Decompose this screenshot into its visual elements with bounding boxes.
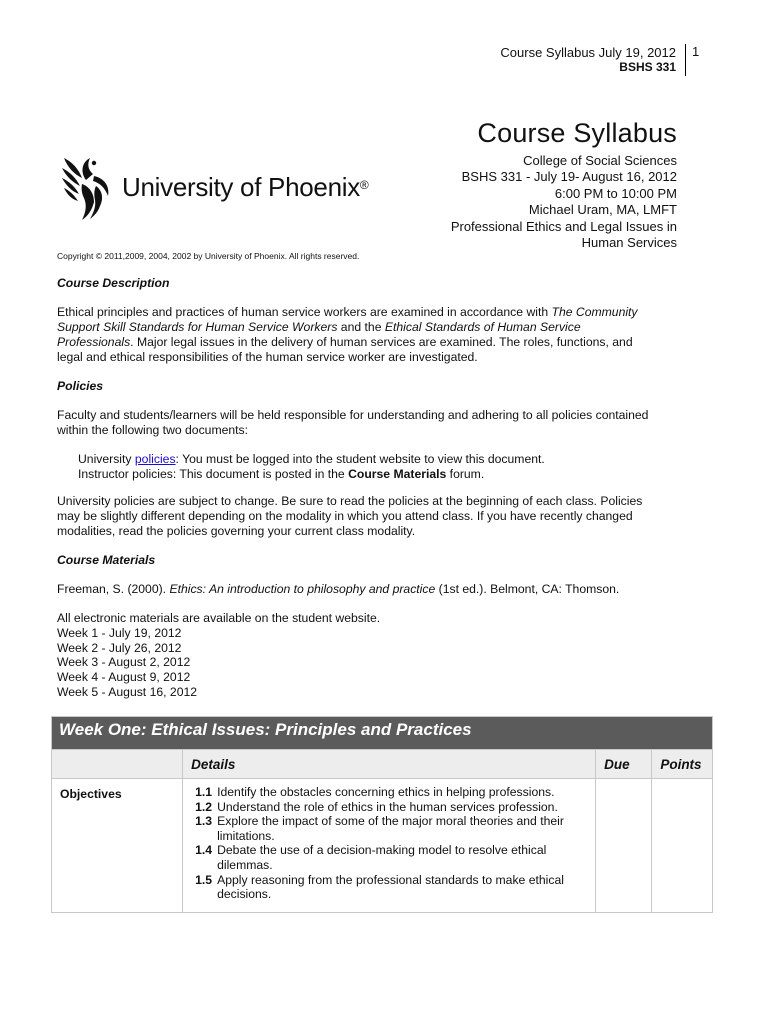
objective-item: 1.2 Understand the role of ethics in the human services profession. xyxy=(195,799,558,814)
course-name-line2: Human Services xyxy=(581,235,677,251)
week-date: Week 2 - July 26, 2012 xyxy=(57,640,182,655)
column-header-details: Details xyxy=(183,750,596,779)
main-content xyxy=(57,272,657,700)
textbook-citation: Freeman, S. (2000). Ethics: An introduction to philosophy and practice (1st ed.). Belmont, CA: Thomson. xyxy=(57,582,620,596)
policies-heading: Policies xyxy=(57,379,104,393)
week-one-title: Week One: Ethical Issues: Principles and Practices xyxy=(52,717,713,750)
electronic-materials-note: All electronic materials are available on the student website. xyxy=(57,611,381,625)
course-name-line1: Professional Ethics and Legal Issues in xyxy=(450,218,677,234)
week-date: Week 3 - August 2, 2012 xyxy=(57,655,191,670)
copyright-notice: Copyright © 2011,2009, 2004, 2002 by University of Phoenix. All rights reserved. xyxy=(57,251,360,261)
column-header-points: Points xyxy=(652,750,713,779)
course-description-heading: Course Description xyxy=(57,276,170,290)
objective-item: 1.3 Explore the impact of some of the major moral theories and their limitations. xyxy=(195,814,564,843)
table-header-row xyxy=(52,750,713,779)
week-one-table xyxy=(51,716,713,913)
logo-wordmark: University of Phoenix® xyxy=(122,172,369,202)
column-header-due: Due xyxy=(596,750,652,779)
policies-intro: Faculty and students/learners will be held responsible for understanding and adhering to all policies contained within the following two documents: xyxy=(57,408,649,437)
course-meta xyxy=(451,153,677,251)
policies-note: University policies are subject to change. Be sure to read the policies at the beginning of each class. Policies may be slightly different depending on the modality in which you attend class. If you have recently changed modalities, read the policies governing your current class modality. xyxy=(57,494,643,538)
running-header xyxy=(500,45,676,75)
course-time: 6:00 PM to 10:00 PM xyxy=(554,185,677,201)
points-cell xyxy=(652,779,713,913)
week-date: Week 5 - August 16, 2012 xyxy=(57,684,198,699)
header-course-code: BSHS 331 xyxy=(619,60,676,74)
due-cell xyxy=(596,779,652,913)
column-header-empty xyxy=(52,750,183,779)
course-description-text: Ethical principles and practices of human service workers are examined in accordance with The Community Support Skill Standards for Human Service Workers and the Ethical Standards of Human Service Professionals. Major legal issues in the delivery of human services are examined. The roles, functions, and legal and ethical responsibilities of the human service worker are investigated. xyxy=(57,305,638,364)
university-policies-link[interactable]: policies xyxy=(134,452,176,466)
objective-item: 1.1 Identify the obstacles concerning ethics in helping professions. xyxy=(195,785,555,799)
objectives-list xyxy=(183,779,596,913)
week-schedule xyxy=(57,611,657,700)
header-syllabus-date: Course Syllabus July 19, 2012 xyxy=(500,45,676,60)
course-materials-heading: Course Materials xyxy=(57,553,156,567)
instructor-name: Michael Uram, MA, LMFT xyxy=(528,202,677,218)
college-name: College of Social Sciences xyxy=(523,153,677,168)
objective-item: 1.5 Apply reasoning from the professional standards to make ethical decisions. xyxy=(195,872,564,902)
week-date: Week 1 - July 19, 2012 xyxy=(57,625,182,640)
phoenix-bird-icon xyxy=(60,150,118,222)
week-date: Week 4 - August 9, 2012 xyxy=(57,670,191,685)
instructor-policies-item: Instructor policies: This document is posted in the Course Materials forum. xyxy=(78,467,485,481)
policy-documents xyxy=(57,452,657,482)
document-title: Course Syllabus xyxy=(477,118,677,148)
university-policies-item: University policies: You must be logged into the student website to view this document. xyxy=(78,452,545,466)
table-row xyxy=(52,779,713,913)
page-number: 1 xyxy=(685,44,699,76)
objectives-label: Objectives xyxy=(52,779,183,913)
course-dates: BSHS 331 - July 19- August 16, 2012 xyxy=(461,169,677,185)
objective-item: 1.4 Debate the use of a decision-making model to resolve ethical dilemmas. xyxy=(195,843,547,872)
university-logo xyxy=(60,150,370,225)
